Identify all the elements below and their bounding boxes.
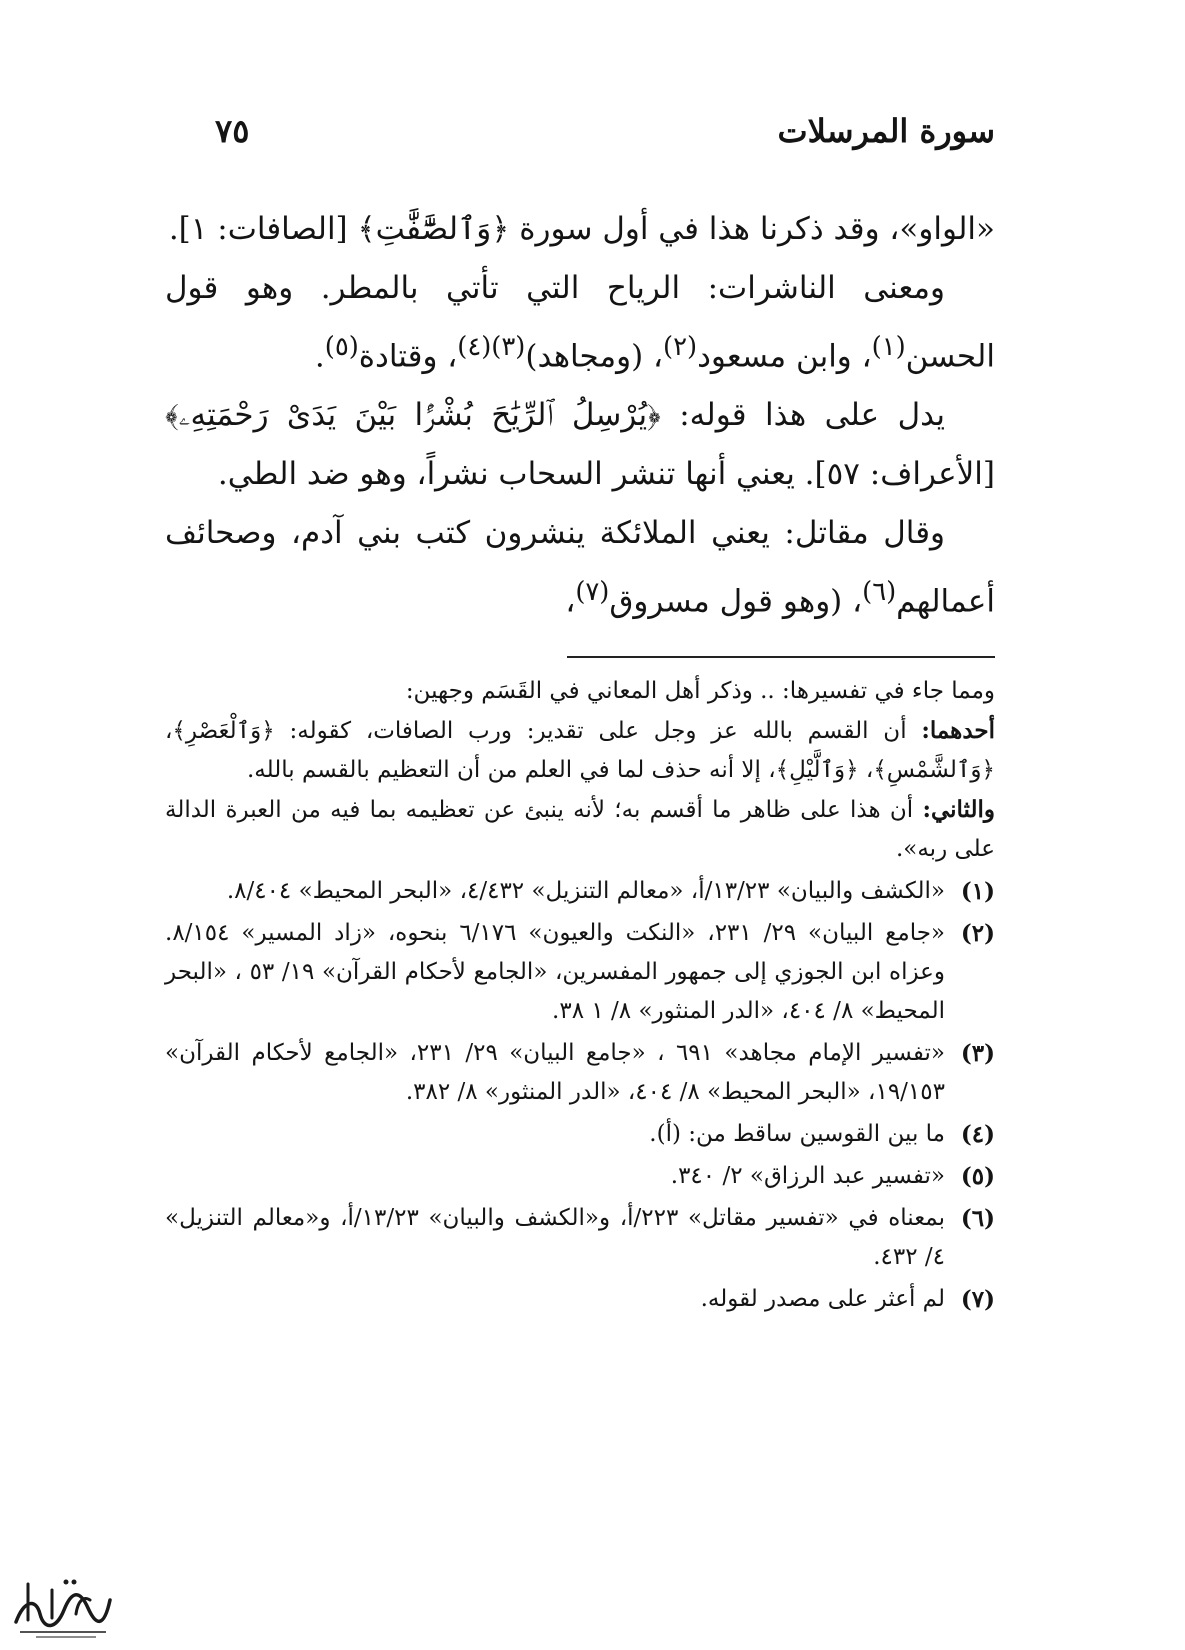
publisher-logo bbox=[6, 1570, 118, 1642]
calligraphy-logo-icon bbox=[6, 1570, 118, 1642]
footnote-number: (٧) bbox=[960, 1286, 995, 1313]
footnote-number: (٢) bbox=[960, 920, 995, 947]
page-number: ٧٥ bbox=[215, 112, 250, 150]
footnote-text: ما بين القوسين ساقط من: (أ). bbox=[649, 1121, 945, 1147]
footnote-text: «تفسير الإمام مجاهد» ٦٩١ ، «جامع البيان» ٢٩/ ٢٣١، «الجامع لأحكام القرآن» ١٩/١٥٣، «البحر المحيط» ٨/ ٤٠٤، «الدر المنثور» ٨/ ٣٨٢. bbox=[165, 1040, 945, 1105]
footnote-number: (٣) bbox=[960, 1040, 995, 1067]
continuation-first: أحدهما: أن القسم بالله عز وجل على تقدير: ورب الصافات، كقوله: ﴿وَٱلْعَصْرِ﴾، ﴿وَٱلشَّمْسِ﴾، ﴿وَٱلَّيْلِ﴾، إلا أنه حذف لما في العلم من أن التعظيم بالقسم بالله. bbox=[165, 717, 995, 783]
continuation-second: والثاني: أن هذا على ظاهر ما أقسم به؛ لأنه ينبئ عن تعظيمه بما فيه من العبرة الدالة على ربه». bbox=[165, 796, 995, 862]
continuation-line: ومما جاء في تفسيرها: .. وذكر أهل المعاني في القَسَم وجهين: bbox=[405, 678, 995, 704]
footnote-text: «الكشف والبيان» ١٣/٢٣/أ، «معالم التنزيل» ٤/٤٣٢، «البحر المحيط» ٨/٤٠٤. bbox=[226, 878, 945, 904]
footnote-ref[interactable]: (٥) bbox=[324, 332, 359, 362]
footnote-item bbox=[165, 1199, 995, 1277]
footnote-ref[interactable]: (٧) bbox=[575, 577, 610, 608]
footnote-continuation bbox=[165, 672, 995, 869]
footnote-text: لم أعثر على مصدر لقوله. bbox=[700, 1286, 945, 1312]
footnote-ref[interactable]: (٦) bbox=[862, 577, 897, 608]
footnote-item bbox=[165, 914, 995, 1031]
footnote-text: «تفسير عبد الرزاق» ٢/ ٣٤٠. bbox=[670, 1163, 945, 1189]
footnote-ref[interactable]: (٢) bbox=[663, 332, 698, 362]
footnote-ref[interactable]: (٣)(٤) bbox=[457, 332, 526, 362]
surah-title: سورة المرسلات bbox=[777, 112, 995, 150]
footnote-number: (١) bbox=[960, 878, 995, 905]
main-text bbox=[165, 200, 995, 632]
footnote-number: (٦) bbox=[960, 1205, 995, 1232]
footnote-divider bbox=[567, 656, 995, 658]
footnote-item bbox=[165, 1157, 995, 1196]
paragraph-3: يدل على هذا قوله: ﴿يُرْسِلُ ٱلرِّيَٰحَ بُشْرًۢا بَيْنَ يَدَىْ رَحْمَتِهِۦ﴾ [الأعراف: ٥٧]. يعني أنها تنشر السحاب نشراً، وهو ضد الطي. bbox=[165, 397, 995, 493]
paragraph-2: ومعنى الناشرات: الرياح التي تأتي بالمطر. وهو قول الحسن$^{(١)}$، وابن مسعود$^{(٢)}$، (ومجاهد)$^{(٣)(٤)}$، وقتادة$^{(٥)}$. bbox=[165, 270, 995, 375]
footnote-item bbox=[165, 872, 995, 911]
footnote-ref[interactable]: (١) bbox=[871, 332, 906, 362]
footnote-item bbox=[165, 1115, 995, 1154]
paragraph-1: «الواو»، وقد ذكرنا هذا في أول سورة ﴿وَٱلصَّٰٓفَّٰتِ﴾ [الصافات: ١]. bbox=[168, 211, 995, 247]
footnote-item bbox=[165, 1280, 995, 1319]
footnote-number: (٥) bbox=[960, 1163, 995, 1190]
footnote-number: (٤) bbox=[960, 1121, 995, 1148]
footnotes bbox=[165, 672, 995, 1319]
footnote-text: بمعناه في «تفسير مقاتل» ٢٢٣/أ، و«الكشف والبيان» ١٣/٢٣/أ، و«معالم التنزيل» ٤/ ٤٣٢. bbox=[165, 1205, 945, 1270]
footnote-item bbox=[165, 1034, 995, 1112]
footnote-text: «جامع البيان» ٢٩/ ٢٣١، «النكت والعيون» ٦/١٧٦ بنحوه، «زاد المسير» ٨/١٥٤. وعزاه ابن الجوزي إلى جمهور المفسرين، «الجامع لأحكام القرآن» ١٩/ ٥٣ ، «البحر المحيط» ٨/ ٤٠٤، «الدر المنثور» ٨/ ١ ٣٨. bbox=[165, 920, 946, 1024]
page-header bbox=[215, 112, 995, 162]
paragraph-4: وقال مقاتل: يعني الملائكة ينشرون كتب بني آدم، وصحائف أعمالهم$^{(٦)}$، (وهو قول مسروق$^{(٧)}$، bbox=[165, 515, 995, 620]
